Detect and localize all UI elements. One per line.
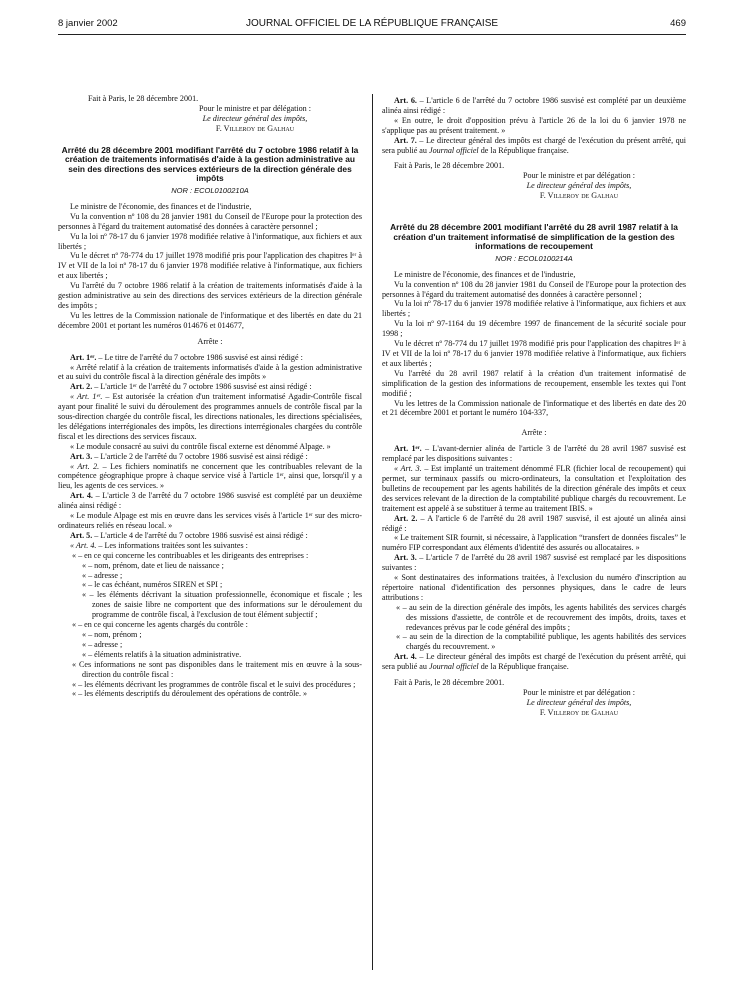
right-art-2: Art. 2. – A l'article 6 de l'arrêté du 28 avril 1987 susvisé, il est ajouté un alinéa ainsi rédigé : — [382, 513, 687, 533]
right-art-3-item: « – au sein de la direction générale des impôts, les agents habilités des services chargés des missions d'assiette, de contrôle et de recouvrement des impôts, droits, taxes et redevances prévus par le code général des impôts ; — [396, 602, 686, 632]
left-list-3-item: « – les éléments décrivant les programmes de contrôle fiscal et le suivi des procédures ; — [72, 679, 356, 689]
signature-2-line-b: Le directeur général des impôts, — [526, 181, 632, 191]
left-list-2-heading: « – en ce qui concerne les agents chargés du contrôle : — [72, 620, 248, 630]
page-header — [58, 18, 686, 34]
left-art-4: Art. 4. – L'article 3 de l'arrêté du 7 octobre 1986 susvisé est complété par un deuxième alinéa ainsi rédigé : — [58, 491, 363, 511]
decree-title-left: Arrêté du 28 décembre 2001 modifiant l'arrêté du 7 octobre 1986 relatif à la création de traitements informatisés d'aide à la gestion administrative au sein des directions des services extérieurs de la direction générale des impôts — [61, 144, 359, 184]
signature-1-name: F. Villeroy de Galhau — [215, 123, 295, 133]
left-list-1-item: « – nom, prénom, date et lieu de naissance ; — [82, 560, 224, 570]
right-art-1-quote: « Art. 3. – Est implanté un traitement dénommé FLR (fichier local de recoupement) qui permet, sur terminaux passifs ou micro-ordinateurs, la consultation et l'exploitation des bulletins de recoupement par les agents habilités de la direction générale des impôts et ceux des services relevant de la direction de la comptabilité publique chargés du recouvrement. Le traitement est appelé à se substituer à terme au traitement IBIS. » — [382, 464, 686, 513]
left-para-3: Vu le décret nº 78-774 du 17 juillet 1978 modifié pris pour l'application des chapitres Iᵉʳ à IV et VII de la loi nº 78-17 du 6 janvier 1978 modifiée relative à l'informatique, aux fichiers et aux libertés ; — [58, 251, 362, 281]
right-art-2-quote: « Le traitement SIR fournit, si nécessaire, à l'application “transfert de données fiscales” le numéro FIP correspondant aux éléments d'identité des assurés ou allocataires. » — [382, 533, 686, 553]
signature-1-line-b: Le directeur général des impôts, — [202, 113, 308, 123]
left-list-1-item: « – les éléments décrivant la situation professionnelle, économique et fiscale ; les zones de saisie libre ne comportent que des informations sur le déroulement du programme de contrôle fiscal, à l'exclusion de tout élément subjectif ; — [82, 590, 362, 620]
left-list-1-item: « – le cas échéant, numéros SIREN et SPI ; — [82, 580, 223, 590]
left-list-2-item: « – nom, prénom ; — [82, 629, 142, 639]
left-art-2: Art. 2. – L'article 1ᵉʳ de l'arrêté du 7 octobre 1986 susvisé est ainsi rédigé : — [70, 382, 312, 392]
left-para-5: Vu les lettres de la Commission nationale de l'informatique et des libertés en date du 21 décembre 2001 et portant les numéros 014676 et 014677, — [58, 310, 362, 330]
right-column — [382, 96, 686, 718]
left-art-1-quote: « Arrêté relatif à la création de traitements informatisés d'aide à la gestion administrative et au suivi du contrôle fiscal à la direction générale des impôts » — [58, 362, 362, 382]
signature-2-line-a: Pour le ministre et par délégation : — [523, 171, 635, 181]
right-para-0: Le ministre de l'économie, des finances et de l'industrie, — [394, 269, 576, 279]
fait-a-paris-2: Fait à Paris, le 28 décembre 2001. — [394, 161, 505, 171]
left-art-3: Art. 3. – L'article 2 de l'arrêté du 7 octobre 1986 susvisé est ainsi rédigé : — [70, 451, 308, 461]
signature-3-line-a: Pour le ministre et par délégation : — [523, 688, 635, 697]
right-para-2: Vu la loi nº 78-17 du 6 janvier 1978 modifiée relative à l'informatique, aux fichiers et aux libertés ; — [382, 299, 686, 319]
signature-1-line-a: Pour le ministre et par délégation : — [199, 103, 311, 113]
nor-right: NOR : ECOL0100214A — [495, 253, 573, 263]
right-para-6: Vu les lettres de la Commission nationale de l'informatique et des libertés en date des 20 et 21 décembre 2001 et portant le numéro 104-337, — [382, 398, 686, 418]
left-art-4-quote: « Le module Alpage est mis en œuvre dans les services visés à l'article 1ᵉʳ sur des micro-ordinateurs reliés en réseau local. » — [58, 511, 362, 530]
right-para-4: Vu le décret nº 78-774 du 17 juillet 1978 modifié pris pour l'application des chapitres Iᵉʳ à IV et VII de la loi nº 78-17 du 6 janvier 1978 modifiée relative à l'informatique, aux fichiers et aux libertés ; — [382, 339, 686, 368]
header-date: 8 janvier 2002 — [58, 18, 118, 29]
decree-title-right: Arrêté du 28 décembre 2001 modifiant l'arrêté du 28 avril 1987 relatif à la création d'un traitement informatisé de simplification de la gestion des informations de recoupement — [390, 222, 678, 252]
right-art-1: Art. 1ᵉʳ. – L'avant-dernier alinéa de l'article 3 de l'arrêté du 28 avril 1987 susvisé est remplacé par les dispositions suivantes : — [382, 444, 686, 464]
nor-left: NOR : ECOL0100210A — [171, 186, 249, 195]
left-para-0: Le ministre de l'économie, des finances et de l'industrie, — [70, 201, 252, 211]
left-para-2: Vu la loi nº 78-17 du 6 janvier 1978 modifiée relative à l'informatique, aux fichiers et aux libertés ; — [58, 231, 362, 251]
fait-a-paris-1: Fait à Paris, le 28 décembre 2001. — [88, 94, 199, 103]
signature-2-name: F. Villeroy de Galhau — [539, 191, 619, 201]
right-art-4: Art. 4. – Le directeur général des impôts est chargé de l'exécution du présent arrêté, qui sera publié au Journal officiel de la République française. — [382, 652, 686, 672]
right-para-1: Vu la convention nº 108 du 28 janvier 1981 du Conseil de l'Europe pour la protection des personnes à l'égard du traitement automatisé des données à caractère personnel ; — [382, 279, 686, 299]
left-para-1: Vu la convention nº 108 du 28 janvier 1981 du Conseil de l'Europe pour la protection des personnes à l'égard du traitement automatisé des données à caractère personnel ; — [58, 211, 362, 231]
right-art-6: Art. 6. – L'article 6 de l'arrêté du 7 octobre 1986 susvisé est complété par un deuxième alinéa ainsi rédigé : — [382, 96, 687, 115]
signature-3-line-b: Le directeur général des impôts, — [526, 697, 632, 707]
signature-3-name: F. Villeroy de Galhau — [539, 707, 619, 717]
column-divider — [372, 94, 373, 970]
left-para-4: Vu l'arrêté du 7 octobre 1986 relatif à la création de traitements informatisés d'aide à la gestion administrative au sein des directions des services extérieurs de la direction générale des impôts ; — [58, 281, 362, 310]
left-art-5: Art. 5. – L'article 4 de l'arrêté du 7 octobre 1986 susvisé est ainsi rédigé : — [70, 530, 308, 540]
left-art-1: Art. 1ᵉʳ. – Le titre de l'arrêté du 7 octobre 1986 susvisé est ainsi rédigé : — [70, 352, 303, 362]
right-para-5: Vu l'arrêté du 28 avril 1987 relatif à la création d'un traitement informatisé de simplification de la gestion des informations de recoupement, ensemble les textes qui l'ont modifié ; — [382, 368, 686, 398]
right-art-3: Art. 3. – L'article 7 de l'arrêté du 28 avril 1987 susvisé est remplacé par les dispositions suivantes : — [382, 553, 686, 573]
left-art-2-quote: « Art. 1ᵉʳ. – Est autorisée la création d'un traitement informatisé Agadir-Contrôle fiscal ayant pour finalité le suivi du déroulement des programmes annuels de contrôle fiscal par la sous-direction chargée du contrôle fiscal, les directions nationales, les directions spécialisées, les délégations interrégionales des impôts, les directions interrégionales chargées du contrôle fiscal et les directions des services fiscaux. — [58, 392, 362, 441]
arrete-left: Arrête : — [197, 336, 223, 346]
header-rule — [58, 34, 686, 35]
left-column — [58, 94, 362, 699]
header-page-number: 469 — [670, 18, 686, 29]
header-journal-title: JOURNAL OFFICIEL DE LA RÉPUBLIQUE FRANÇAISE — [245, 18, 499, 29]
arrete-right: Arrête : — [521, 428, 547, 438]
left-art-3-quote: « Art. 2. – Les fichiers nominatifs ne concernent que les contribuables relevant de la compétence géographique propre à chaque service visé à l'article 1ᵉʳ, ainsi que, lorsqu'il y a lieu, les agents de ces services. » — [58, 461, 362, 491]
left-list-3-item: « – les éléments descriptifs du déroulement des opérations de contrôle. » — [72, 689, 308, 699]
left-list-3-heading: « Ces informations ne sont pas disponibles dans le traitement mis en œuvre à la sous-direction du contrôle fiscal : — [72, 659, 362, 679]
right-art-6-quote: « En outre, le droit d'opposition prévu à l'article 26 de la loi du 6 janvier 1978 ne s'applique pas au présent traitement. » — [382, 115, 686, 135]
right-art-7: Art. 7. – Le directeur général des impôts est chargé de l'exécution du présent arrêté, qui sera publié au Journal officiel de la République française. — [382, 135, 686, 155]
right-para-3: Vu la loi nº 97-1164 du 19 décembre 1997 de financement de la sécurité sociale pour 1998 ; — [382, 319, 686, 339]
right-art-3-quote: « Sont destinataires des informations traitées, à l'exclusion du numéro d'inscription au répertoire national d'identification des personnes physiques, dans le cadre de leurs attributions : — [382, 573, 686, 602]
left-list-1-heading: « – en ce qui concerne les contribuables et les dirigeants des entreprises : — [72, 550, 309, 560]
left-list-2-item: « – éléments relatifs à la situation administrative. — [82, 649, 242, 659]
left-list-2-item: « – adresse ; — [82, 639, 123, 649]
left-art-5-quote: « Art. 4. – Les informations traitées sont les suivantes : — [70, 540, 248, 550]
left-list-1-item: « – adresse ; — [82, 570, 123, 580]
fait-a-paris-3: Fait à Paris, le 28 décembre 2001. — [394, 678, 505, 688]
left-art-2-quote-2: « Le module consacré au suivi du contrôle fiscal externe est dénommé Alpage. » — [70, 441, 331, 451]
right-art-3-item: « – au sein de la direction de la comptabilité publique, les agents habilités des services chargés du recouvrement. » — [396, 632, 686, 652]
